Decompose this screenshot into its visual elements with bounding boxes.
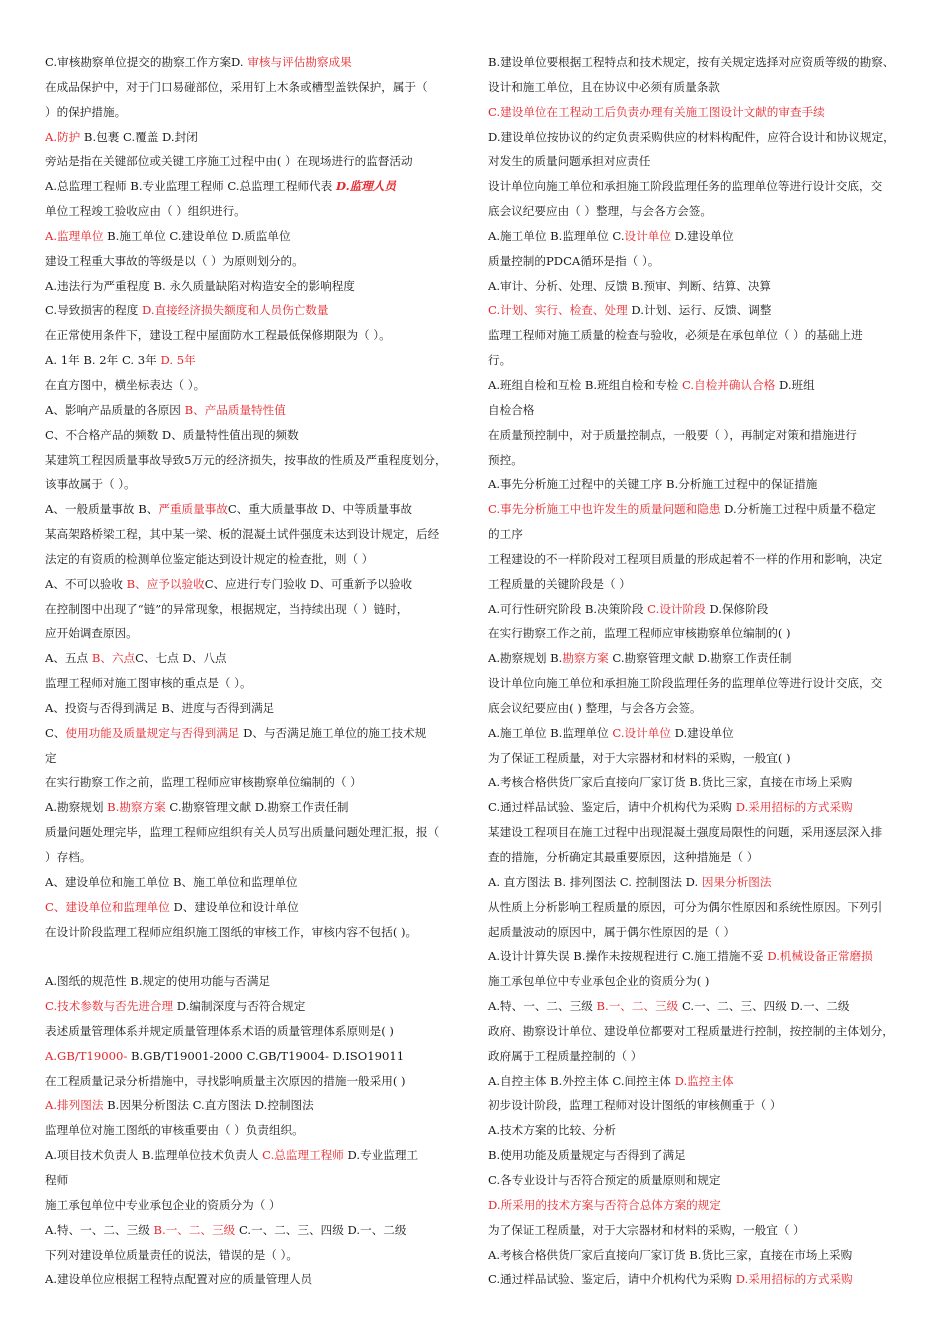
text-segment: 预控。 — [488, 452, 523, 467]
text-segment: 监理单位对施工图纸的审核重要由（ ）负责组织。 — [45, 1123, 304, 1138]
text-line — [488, 696, 906, 721]
text-segment: D.专业监理工 — [343, 1148, 419, 1163]
text-line — [488, 597, 906, 622]
text-segment: C.各专业设计与否符合预定的质量原则和规定 — [488, 1172, 721, 1187]
text-line — [488, 373, 906, 398]
text-line — [488, 398, 906, 423]
answer-highlight: D.采用招标的方式采购 — [735, 1272, 853, 1287]
text-segment: B.施工单位 C.建设单位 D.质监单位 — [103, 228, 291, 243]
text-segment: 政府属于工程质量控制的（ ） — [488, 1048, 643, 1063]
text-line — [45, 795, 465, 820]
text-segment: 应开始调查原因。 — [45, 626, 138, 641]
text-segment: C.勘察管理文献 D.勘察工作责任制 — [608, 651, 792, 666]
text-segment: B.建设单位要根据工程特点和技术规定，按有关规定选择对应资质等级的勘察、 — [488, 55, 895, 69]
text-line — [45, 1168, 465, 1193]
text-segment: A、不可以验收 — [45, 576, 127, 591]
text-segment: 该事故属于（ ）。 — [45, 477, 136, 492]
text-segment: 设计单位向施工单位和承担施工阶段监理任务的监理单位等进行设计交底，交 — [488, 676, 883, 691]
answer-highlight: B、产品质量特性值 — [184, 402, 286, 417]
text-segment: 旁站是指在关键部位或关键工序施工过程中由( ）在现场进行的监督活动 — [45, 154, 413, 169]
text-line — [45, 497, 465, 522]
text-segment: D.保修阶段 — [705, 601, 769, 616]
text-line — [45, 50, 465, 75]
answer-highlight: C.计划、实行、检查、处理 — [488, 303, 628, 318]
answer-highlight: D.机械设备正常磨损 — [767, 949, 873, 964]
text-segment: A、建设单位和施工单位 B、施工单位和监理单位 — [45, 874, 298, 889]
text-line — [45, 1143, 465, 1168]
answer-highlight: C.总监理工程师 — [262, 1148, 344, 1163]
text-segment: B.因果分析图法 C.直方图法 D.控制图法 — [103, 1098, 314, 1113]
text-segment: 在成品保护中，对于门口易碰部位，采用钉上木条或槽型盖铁保护，属于（ — [45, 79, 428, 94]
text-line — [45, 75, 465, 100]
text-line — [488, 1118, 906, 1143]
answer-highlight: D.采用招标的方式采购 — [735, 800, 853, 815]
text-line — [488, 1218, 906, 1243]
text-line — [488, 646, 906, 671]
text-line — [45, 770, 465, 795]
left-column — [45, 50, 465, 1292]
text-segment: D.建设单位 — [670, 725, 734, 740]
answer-highlight: C.建设单位在工程动工后负责办理有关施工图设计文献的审查手续 — [488, 104, 825, 119]
text-segment: C、不合格产品的频数 D、质量特性值出现的频数 — [45, 427, 299, 442]
text-line — [488, 721, 906, 746]
text-segment: D.建设单位按协议的约定负责采购供应的材料构配件，应符合设计和协议规定， — [488, 129, 895, 144]
text-line — [45, 1093, 465, 1118]
text-segment: 为了保证工程质量，对于大宗器材和材料的采购，一般宜（ ） — [488, 1222, 805, 1237]
text-line — [488, 820, 906, 845]
text-line — [45, 1218, 465, 1243]
text-segment: A.审计、分析、处理、反馈 B.预审、判断、结算、决算 — [488, 278, 772, 293]
answer-highlight: A.GB/T19000- — [45, 1048, 128, 1063]
text-segment: D.班组 — [775, 377, 815, 392]
text-line — [45, 199, 465, 224]
text-segment: 自检合格 — [488, 402, 535, 417]
text-segment: A.技术方案的比较、分析 — [488, 1123, 616, 1138]
text-line — [45, 348, 465, 373]
text-segment: C.导致损害的程度 — [45, 303, 142, 318]
text-line — [488, 199, 906, 224]
answer-highlight: D.所采用的技术方案与否符合总体方案的规定 — [488, 1197, 721, 1212]
text-segment: B.包裹 C.覆盖 D.封闭 — [80, 129, 198, 144]
text-segment: 施工承包单位中专业承包企业的资质分为( ) — [488, 974, 710, 989]
text-segment: 单位工程竣工验收应由（ ）组织进行。 — [45, 204, 246, 219]
text-line — [45, 423, 465, 448]
text-segment: C、应进行专门验收 D、可重新予以验收 — [204, 576, 413, 591]
answer-highlight: D.直接经济损失额度和人员伤亡数量 — [142, 303, 329, 318]
text-line — [45, 721, 465, 746]
text-segment: A. 直方图法 B. 排列图法 C. 控制图法 D. — [488, 874, 702, 889]
text-segment: 在实行勘察工作之前，监理工程师应审核勘察单位编制的( ) — [488, 626, 791, 641]
text-segment: 监理工程师对施工质量的检查与验收，必须是在承包单位（ ）的基础上进 — [488, 328, 863, 343]
text-segment: 质量控制的PDCA循环是指（ ）。 — [488, 253, 660, 268]
text-segment: 在工程质量记录分析措施中，寻找影响质量主次原因的措施一般采用( ) — [45, 1073, 406, 1088]
text-segment: A.自控主体 B.外控主体 C.间控主体 — [488, 1073, 675, 1088]
text-segment: A.考核合格供货厂家后直接向厂家订货 B.货比三家，直接在市场上采购 — [488, 1247, 853, 1262]
text-segment: 底会议纪要应由( ) 整理，与会各方会签。 — [488, 700, 702, 715]
text-segment: A.建设单位应根据工程特点配置对应的质量管理人员 — [45, 1272, 313, 1287]
answer-highlight: C.技术参数与否先进合理 — [45, 999, 174, 1014]
text-segment: 下列对建设单位质量责任的说法，错误的是（ ）。 — [45, 1247, 298, 1262]
text-segment: D、建设单位和设计单位 — [169, 899, 299, 914]
answer-highlight: 勘察方案 — [562, 651, 609, 666]
text-segment: C、 — [45, 725, 66, 740]
text-segment: ）存档。 — [45, 850, 92, 864]
text-line — [488, 149, 906, 174]
text-segment: 建设工程重大事故的等级是以（ ）为原则划分的。 — [45, 253, 304, 268]
text-line — [488, 423, 906, 448]
text-segment: C、重大质量事故 D、中等质量事故 — [227, 502, 413, 517]
text-line — [488, 1168, 906, 1193]
text-segment: D、与否满足施工单位的施工技术规 — [239, 725, 427, 740]
text-segment: 在实行勘察工作之前，监理工程师应审核勘察单位编制的（ ） — [45, 775, 362, 790]
text-line — [45, 1069, 465, 1094]
text-line — [45, 845, 465, 870]
answer-highlight: A.防护 — [45, 129, 81, 144]
text-segment: A、影响产品质量的各原因 — [45, 402, 185, 417]
text-segment: A.总监理工程师 B.专业监理工程师 C.总监理工程师代表 — [45, 179, 336, 194]
text-line — [488, 224, 906, 249]
answer-highlight: B、六点 — [91, 651, 136, 666]
text-line — [488, 448, 906, 473]
text-line — [45, 522, 465, 547]
text-segment: D.编制深度与否符合规定 — [173, 999, 306, 1014]
text-line — [45, 224, 465, 249]
text-segment: C.勘察管理文献 D.勘察工作责任制 — [165, 800, 349, 815]
text-line — [45, 994, 465, 1019]
answer-highlight: C.自检并确认合格 — [681, 377, 776, 392]
answer-highlight: 因果分析图法 — [701, 874, 772, 889]
text-line — [45, 895, 465, 920]
text-segment: A.项目技术负责人 B.监理单位技术负责人 — [45, 1148, 263, 1163]
text-line — [45, 448, 465, 473]
answer-highlight: B、应予以验收 — [126, 576, 205, 591]
text-line — [488, 1243, 906, 1268]
text-line — [488, 994, 906, 1019]
text-segment: 从性质上分析影响工程质量的原因，可分为偶尔性原因和系统性原因。下列引 — [488, 899, 883, 914]
text-line — [488, 1069, 906, 1094]
text-segment: C.通过样品试验、鉴定后，请中介机构代为采购 — [488, 1272, 736, 1287]
text-segment: A.图纸的规范性 B.规定的使用功能与否满足 — [45, 974, 271, 989]
text-line — [45, 149, 465, 174]
text-line — [488, 174, 906, 199]
text-line — [488, 50, 906, 75]
text-line — [488, 1044, 906, 1069]
text-line — [45, 472, 465, 497]
text-segment: D.分析施工过程中质量不稳定 — [720, 502, 876, 517]
text-line — [45, 920, 465, 945]
text-segment: A.施工单位 B.监理单位 — [488, 725, 613, 740]
text-line — [45, 1267, 465, 1292]
text-line — [488, 746, 906, 771]
text-line — [488, 770, 906, 795]
text-line — [45, 1019, 465, 1044]
text-segment: A、五点 — [45, 651, 92, 666]
text-line — [45, 671, 465, 696]
text-line — [488, 621, 906, 646]
text-line — [488, 845, 906, 870]
text-segment: A.特、一、二、三级 — [45, 1222, 154, 1237]
text-segment: 法定的有资质的检测单位鉴定能达到设计规定的检查批，则（ ） — [45, 551, 374, 566]
text-line — [45, 1044, 465, 1069]
text-segment: 施工承包单位中专业承包企业的资质分为（ ） — [45, 1197, 281, 1212]
right-column — [488, 50, 906, 1292]
text-line — [488, 100, 906, 125]
text-segment: A.可行性研究阶段 B.决策阶段 — [488, 601, 648, 616]
text-segment: D.建设单位 — [670, 228, 734, 243]
text-segment: 查的措施，分析确定其最重要原因，这种措施是（ ） — [488, 850, 759, 864]
text-line — [488, 125, 906, 150]
text-segment: A.施工单位 B.监理单位 C. — [488, 228, 625, 243]
answer-highlight: 设计单位 — [624, 228, 671, 243]
text-line — [45, 969, 465, 994]
text-segment: 起质量波动的原因中，属于偶尔性原因的是（ ） — [488, 924, 736, 939]
text-segment: 为了保证工程质量，对于大宗器材和材料的采购，一般宜( ) — [488, 750, 791, 765]
answer-highlight: A.排列图法 — [45, 1098, 104, 1113]
text-segment: A.勘察规划 B. — [488, 651, 563, 666]
text-segment: A.设计计算失误 B.操作未按规程进行 C.施工措施不妥 — [488, 949, 768, 964]
text-segment: 的工序 — [488, 527, 523, 542]
text-segment: A、一般质量事故 B、 — [45, 502, 159, 517]
text-segment: A.违法行为严重程度 B. 永久质量缺陷对构造安全的影响程度 — [45, 278, 355, 293]
text-line — [488, 944, 906, 969]
text-segment: 某高架路桥梁工程，其中某一梁、板的混凝土试件强度未达到设计规定，后经 — [45, 527, 440, 542]
text-segment: 定 — [45, 750, 57, 765]
text-line — [45, 646, 465, 671]
text-line — [488, 1143, 906, 1168]
text-line — [488, 1267, 906, 1292]
answer-highlight: C.设计单位 — [612, 725, 671, 740]
text-segment: A.考核合格供货厂家后直接向厂家订货 B.货比三家，直接在市场上采购 — [488, 775, 853, 790]
text-segment: A.班组自检和互检 B.班组自检和专检 — [488, 377, 682, 392]
text-line — [488, 75, 906, 100]
text-line — [488, 969, 906, 994]
answer-highlight: D. 5年 — [160, 353, 196, 368]
text-segment: 监理工程师对施工图审核的重点是（ ）。 — [45, 676, 252, 691]
text-segment: 初步设计阶段，监理工程师对设计图纸的审核侧重于（ ） — [488, 1098, 782, 1113]
text-segment: C.一、二、三、四级 D.一、二级 — [235, 1222, 407, 1237]
text-segment: 对发生的质量问题承担对应责任 — [488, 154, 651, 169]
text-line — [488, 671, 906, 696]
text-line — [488, 298, 906, 323]
text-line — [488, 522, 906, 547]
text-segment: A. 1年 B. 2年 C. 3年 — [45, 353, 161, 368]
text-line — [45, 1243, 465, 1268]
text-line — [488, 472, 906, 497]
text-line — [488, 795, 906, 820]
text-line — [45, 100, 465, 125]
text-line — [488, 497, 906, 522]
answer-highlight: 审核与评估勘察成果 — [247, 55, 352, 69]
text-segment: 工程质量的关键阶段是（ ） — [488, 576, 631, 591]
text-line — [488, 323, 906, 348]
text-segment: 质量问题处理完毕，监理工程师应组织有关人员写出质量问题处理汇报，报（ — [45, 825, 440, 840]
text-segment: 在直方图中，横坐标表达（ ）。 — [45, 377, 206, 392]
answer-highlight: D.监控主体 — [674, 1073, 734, 1088]
text-line — [45, 746, 465, 771]
answer-highlight: B.勘察方案 — [107, 800, 166, 815]
text-line — [488, 547, 906, 572]
text-line — [488, 348, 906, 373]
text-line — [45, 820, 465, 845]
text-segment: C.审核勘察单位提交的勘察工作方案D. — [45, 55, 248, 69]
text-line — [45, 870, 465, 895]
text-segment: A.事先分析施工过程中的关键工序 B.分析施工过程中的保证措施 — [488, 477, 818, 492]
text-line — [45, 174, 465, 199]
text-segment: ）的保护措施。 — [45, 104, 127, 119]
answer-highlight: 严重质量事故 — [158, 502, 228, 517]
text-line — [45, 1118, 465, 1143]
text-line — [45, 323, 465, 348]
answer-highlight: B.一、二、三级 — [596, 999, 679, 1014]
text-line — [488, 895, 906, 920]
text-line — [488, 1019, 906, 1044]
text-line — [45, 373, 465, 398]
text-segment: 设计单位向施工单位和承担施工阶段监理任务的监理单位等进行设计交底，交 — [488, 179, 883, 194]
text-segment: C、七点 D、八点 — [135, 651, 227, 666]
text-line — [45, 398, 465, 423]
text-line — [488, 274, 906, 299]
text-segment: D.计划、运行、反馈、调整 — [627, 303, 772, 318]
text-segment: 在设计阶段监理工程师应组织施工图纸的审核工作，审核内容不包括( )。 — [45, 924, 418, 939]
text-segment: 在控制图中出现了“链”的异常现象，根据规定，当持续出现（ ）链时， — [45, 601, 409, 616]
text-segment: 表述质量管理体系并规定质量管理体系术语的质量管理体系原则是( ) — [45, 1023, 394, 1038]
text-line — [45, 298, 465, 323]
answer-highlight: C.事先分析施工中也许发生的质量问题和隐患 — [488, 502, 721, 517]
text-segment: 政府、勘察设计单位、建设单位都要对工程质量进行控制，按控制的主体划分， — [488, 1023, 894, 1038]
text-segment: C.一、二、三、四级 D.一、二级 — [678, 999, 850, 1014]
text-line — [488, 249, 906, 274]
text-segment: A.特、一、二、三级 — [488, 999, 597, 1014]
text-line — [45, 547, 465, 572]
text-segment: 行。 — [488, 353, 512, 368]
text-segment: B.GB/T19001-2000 C.GB/T19004- D.ISO19011 — [127, 1048, 405, 1063]
text-line — [45, 572, 465, 597]
text-line — [45, 1193, 465, 1218]
answer-highlight: A.监理单位 — [45, 228, 104, 243]
text-segment: C.通过样品试验、鉴定后，请中介机构代为采购 — [488, 800, 736, 815]
text-line — [488, 1193, 906, 1218]
text-segment: 在正常使用条件下，建设工程中屋面防水工程最低保修期限为（ ）。 — [45, 328, 391, 343]
text-line — [488, 1093, 906, 1118]
text-line — [45, 125, 465, 150]
text-line — [45, 621, 465, 646]
text-line — [45, 274, 465, 299]
text-segment: A.勘察规划 — [45, 800, 108, 815]
text-segment: B.使用功能及质量规定与否得到了满足 — [488, 1148, 686, 1163]
text-segment: A、投资与否得到满足 B、进度与否得到满足 — [45, 700, 275, 715]
text-line — [488, 870, 906, 895]
text-segment: 程师 — [45, 1172, 69, 1187]
answer-highlight: D.监理人员 — [335, 179, 396, 194]
text-line — [488, 920, 906, 945]
text-segment: 底会议纪要应由（ ）整理，与会各方会签。 — [488, 204, 712, 219]
text-segment: 工程建设的不一样阶段对工程项目质量的形成起着不一样的作用和影响，决定 — [488, 551, 883, 566]
text-line — [45, 944, 465, 969]
text-line — [45, 696, 465, 721]
answer-highlight: B.一、二、三级 — [153, 1222, 236, 1237]
answer-highlight: C.设计阶段 — [647, 601, 706, 616]
text-line — [45, 597, 465, 622]
text-segment: 某建筑工程因质量事故导致5万元的经济损失，按事故的性质及严重程度划分， — [45, 452, 447, 467]
text-segment: 在质量预控制中，对于质量控制点，一般要（ ），再制定对策和措施进行 — [488, 427, 857, 442]
text-segment: 某建设工程项目在施工过程中出现混凝土强度局限性的问题，采用逐层深入排 — [488, 825, 883, 840]
answer-highlight: C、建设单位和监理单位 — [45, 899, 170, 914]
text-segment: 设计和施工单位，且在协议中必须有质量条款 — [488, 79, 720, 94]
text-line — [488, 572, 906, 597]
answer-highlight: 使用功能及质量规定与否得到满足 — [65, 725, 240, 740]
text-line — [45, 249, 465, 274]
